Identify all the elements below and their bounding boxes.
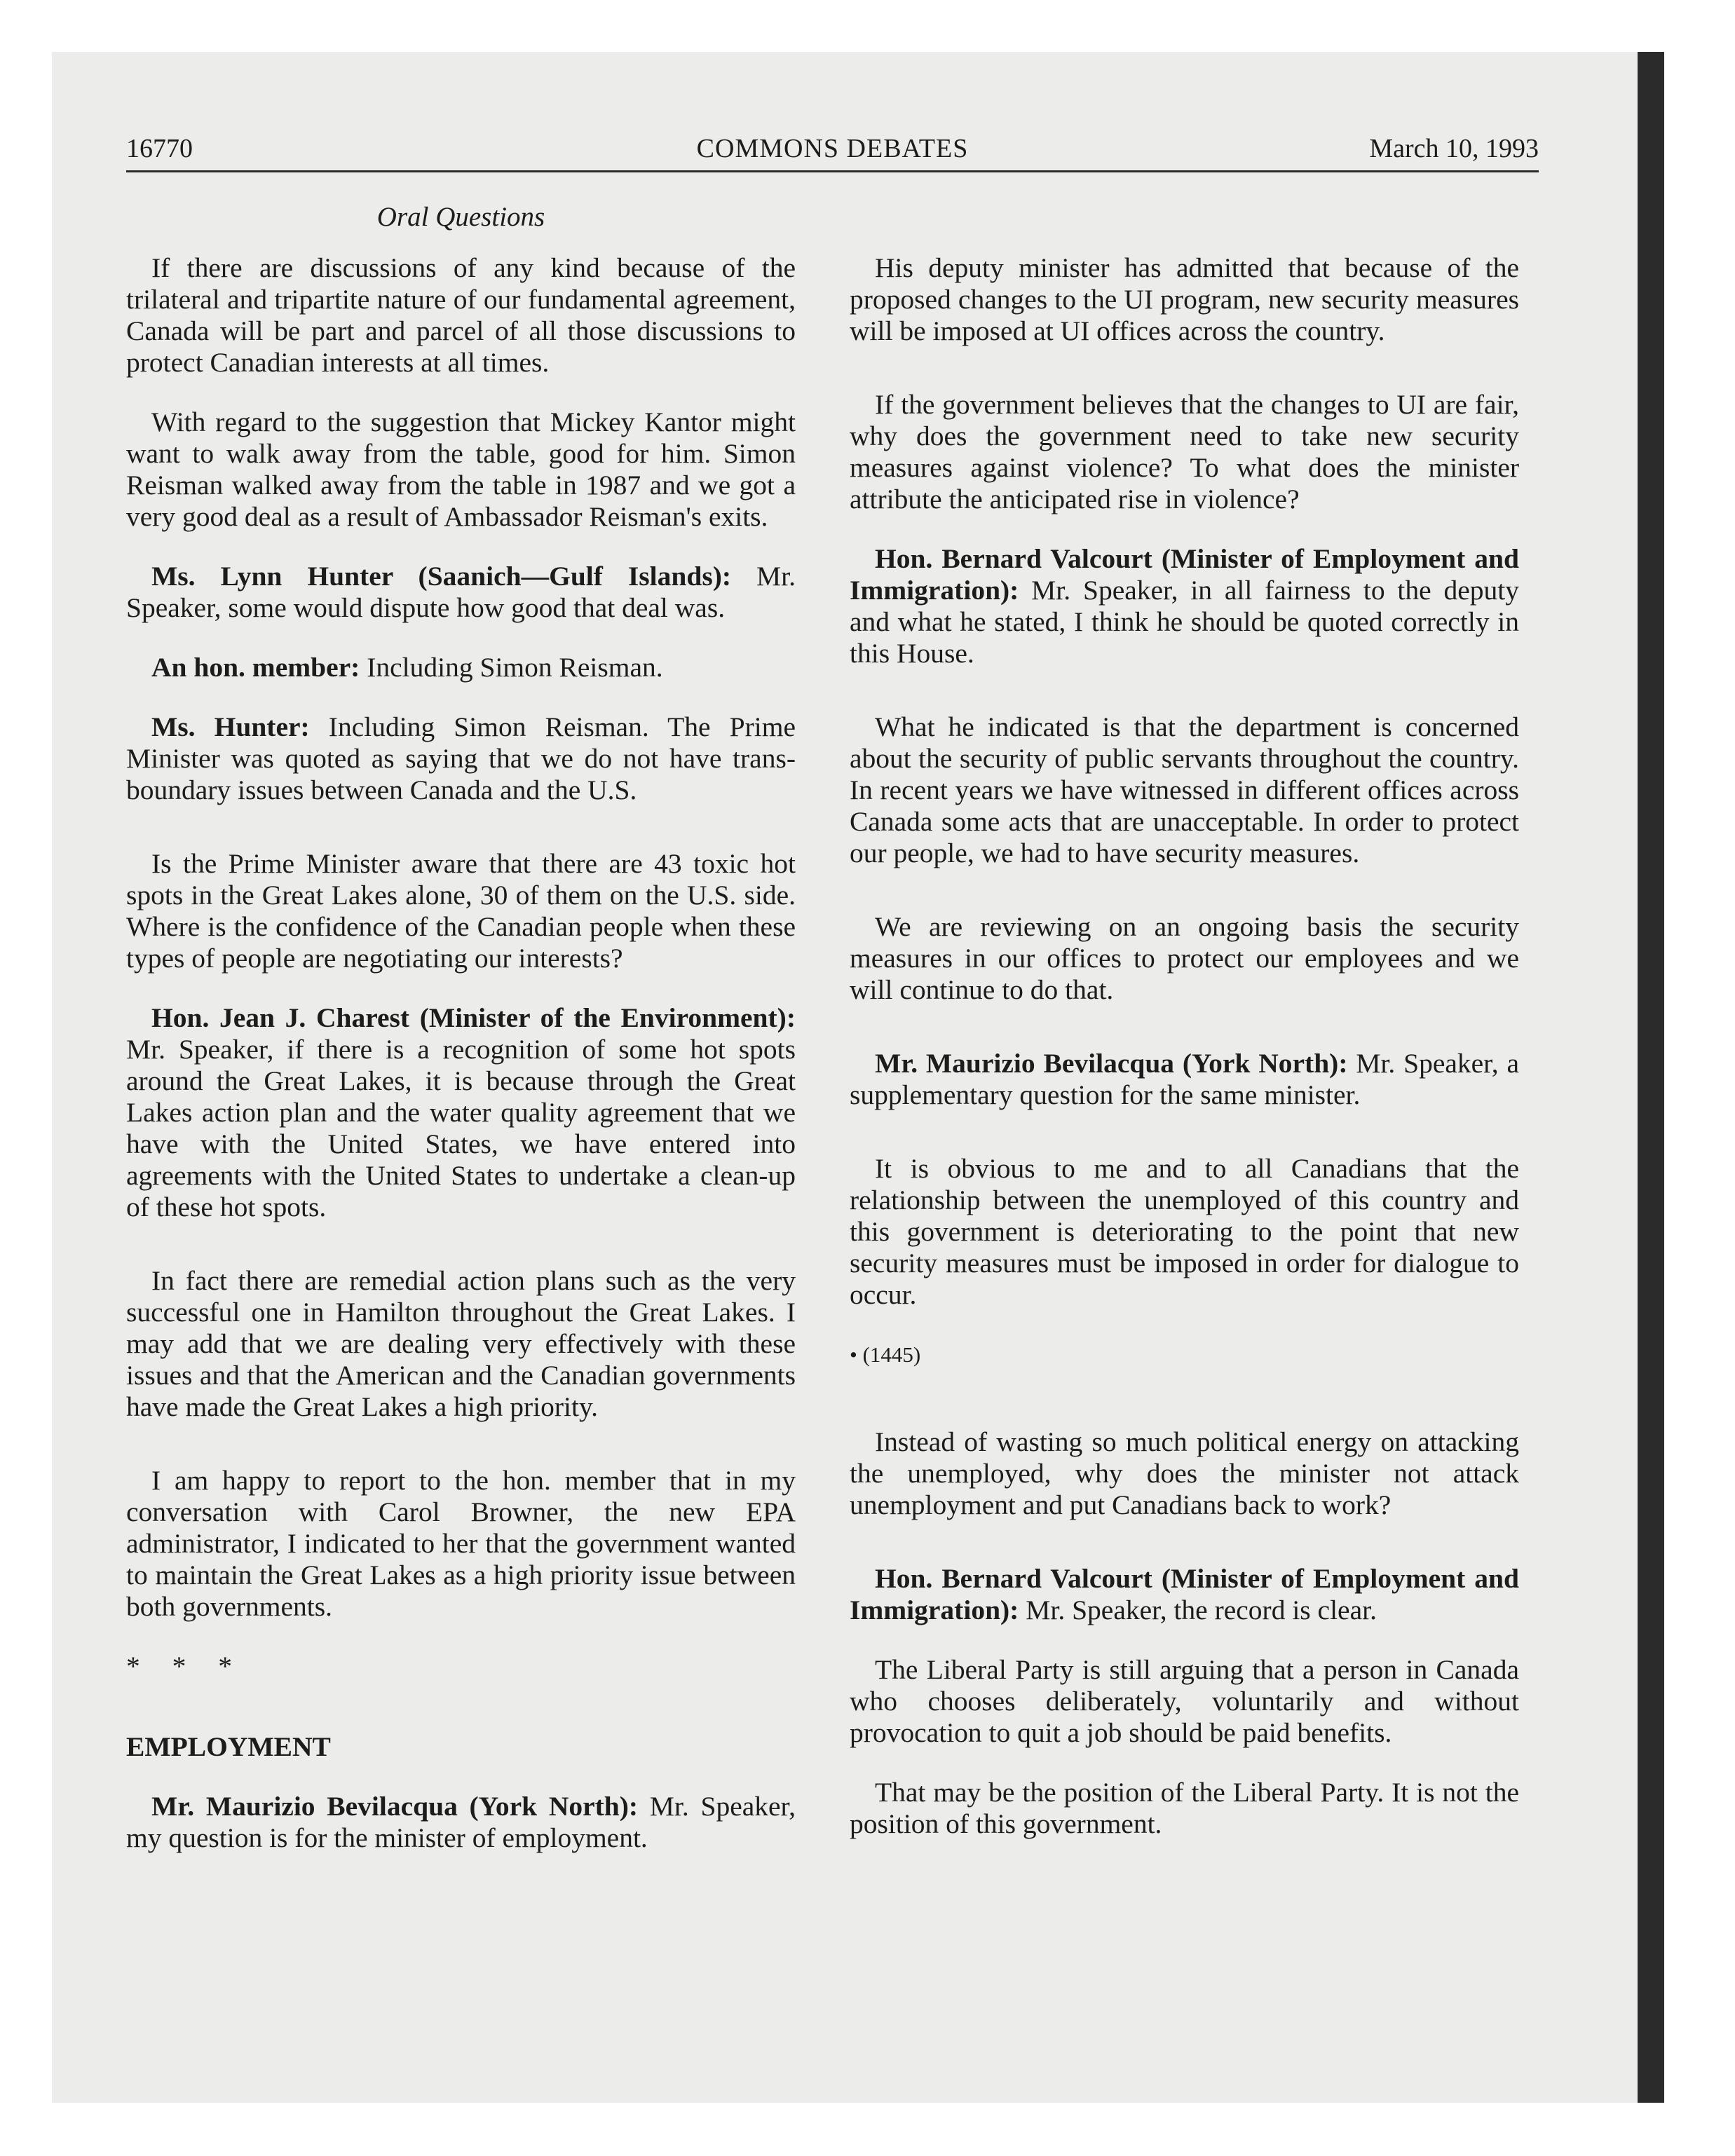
- speech-text: Mr. Speaker, some would dispute how good that deal was.: [126, 561, 796, 623]
- speech-paragraph: [850, 1563, 1519, 1626]
- speaker-name: Hon. Bernard Valcourt (Minister of Employment and Immigration):: [850, 1563, 1519, 1625]
- speech-paragraph: [126, 561, 796, 624]
- speaker-name: Ms. Lynn Hunter (Saanich—Gulf Islands):: [151, 561, 732, 592]
- page-date: March 10, 1993: [1369, 134, 1539, 163]
- speech-paragraph: [126, 711, 796, 806]
- speech-text: Mr. Speaker, my question is for the minister of employment.: [126, 1791, 796, 1853]
- paragraph: In fact there are remedial action plans such as the very successful one in Hamilton throughout the Great Lakes. I may add that we are dealing very effectively with these issues and that the American and the Canadian governments have made the Great Lakes a high priority.: [126, 1265, 796, 1422]
- right-column: [850, 252, 1519, 1868]
- speaker-name: Hon. Jean J. Charest (Minister of the Environment):: [151, 1002, 796, 1033]
- subject-heading: EMPLOYMENT: [126, 1731, 331, 1762]
- time-marker: • (1445): [850, 1342, 921, 1367]
- page-number: 16770: [126, 134, 193, 163]
- speech-text: Mr. Speaker, a supplementary question for the same minister.: [850, 1048, 1519, 1110]
- speaker-name: Hon. Bernard Valcourt (Minister of Employment and Immigration):: [850, 543, 1519, 606]
- paragraph: What he indicated is that the department is concerned about the security of public servants throughout the country. In recent years we have witnessed in different offices across Canada some acts that are unacceptable. In order to protect our people, we had to have security measures.: [850, 711, 1519, 868]
- speech-text: Including Simon Reisman. The Prime Minister was quoted as saying that we do not have trans-boundary issues between Canada and the U.S.: [126, 711, 796, 805]
- section-title: Oral Questions: [376, 202, 545, 232]
- paragraph: With regard to the suggestion that Mickey Kantor might want to walk away from the table, good for him. Simon Reisman walked away from the table in 1987 and we got a very good deal as a result of Ambassador Reisman's exits.: [126, 407, 796, 532]
- speech-paragraph: [126, 1791, 796, 1854]
- speech-paragraph: [850, 543, 1519, 669]
- paragraph: Is the Prime Minister aware that there are 43 toxic hot spots in the Great Lakes alone, 30 of them on the U.S. side. Where is the confidence of the Canadian people when these types of people are negotiating our interests?: [126, 848, 796, 974]
- paragraph: We are reviewing on an ongoing basis the security measures in our offices to protect our employees and we will continue to do that.: [850, 911, 1519, 1005]
- speech-text: Mr. Speaker, the record is clear.: [1019, 1595, 1377, 1625]
- paragraph: The Liberal Party is still arguing that a person in Canada who chooses deliberately, voluntarily and without provocation to quit a job should be paid benefits.: [850, 1654, 1519, 1748]
- paragraph: His deputy minister has admitted that because of the proposed changes to the UI program, new security measures will be imposed at UI offices across the country.: [850, 252, 1519, 346]
- page-header: [126, 133, 1539, 175]
- paragraph: I am happy to report to the hon. member that in my conversation with Carol Browner, the new EPA administrator, I indicated to her that the government wanted to maintain the Great Lakes as a high priority issue between both governments.: [126, 1465, 796, 1622]
- paragraph: It is obvious to me and to all Canadians that the relationship between the unemployed of this country and this government is deteriorating to the point that new security measures must be imposed in order for dialogue to occur.: [850, 1153, 1519, 1310]
- scan-binding-edge: [1638, 52, 1664, 2103]
- speaker-name: Ms. Hunter:: [151, 711, 310, 742]
- speech-paragraph: [126, 652, 796, 683]
- speech-paragraph: [850, 1048, 1519, 1111]
- speaker-name: Mr. Maurizio Bevilacqua (York North):: [875, 1048, 1348, 1079]
- header-rule: [126, 170, 1539, 172]
- paragraph: If the government believes that the changes to UI are fair, why does the government need to take new security measures against violence? To what does the minister attribute the anticipated rise in violence?: [850, 389, 1519, 514]
- speaker-name: Mr. Maurizio Bevilacqua (York North):: [151, 1791, 639, 1822]
- left-column: [126, 252, 796, 1882]
- publication-title: COMMONS DEBATES: [696, 134, 969, 163]
- speaker-name: An hon. member:: [151, 652, 360, 683]
- speech-text: Including Simon Reisman.: [360, 652, 663, 683]
- speech-text: Mr. Speaker, in all fairness to the deputy and what he stated, I think he should be quoted correctly in this House.: [850, 575, 1519, 669]
- paragraph: If there are discussions of any kind because of the trilateral and tripartite nature of our fundamental agreement, Canada will be part and parcel of all those discussions to protect Canadian interests at all times.: [126, 252, 796, 378]
- paragraph: That may be the position of the Liberal Party. It is not the position of this government.: [850, 1777, 1519, 1839]
- paragraph: Instead of wasting so much political energy on attacking the unemployed, why does the minister not attack unemployment and put Canadians back to work?: [850, 1426, 1519, 1520]
- section-separator: * * *: [126, 1651, 245, 1681]
- speech-text: Mr. Speaker, if there is a recognition of some hot spots around the Great Lakes, it is because through the Great Lakes action plan and the water quality agreement that we have with the United States, we have entered into agreements with the United States to undertake a clean-up of these hot spots.: [126, 1034, 796, 1222]
- speech-paragraph: [126, 1002, 796, 1223]
